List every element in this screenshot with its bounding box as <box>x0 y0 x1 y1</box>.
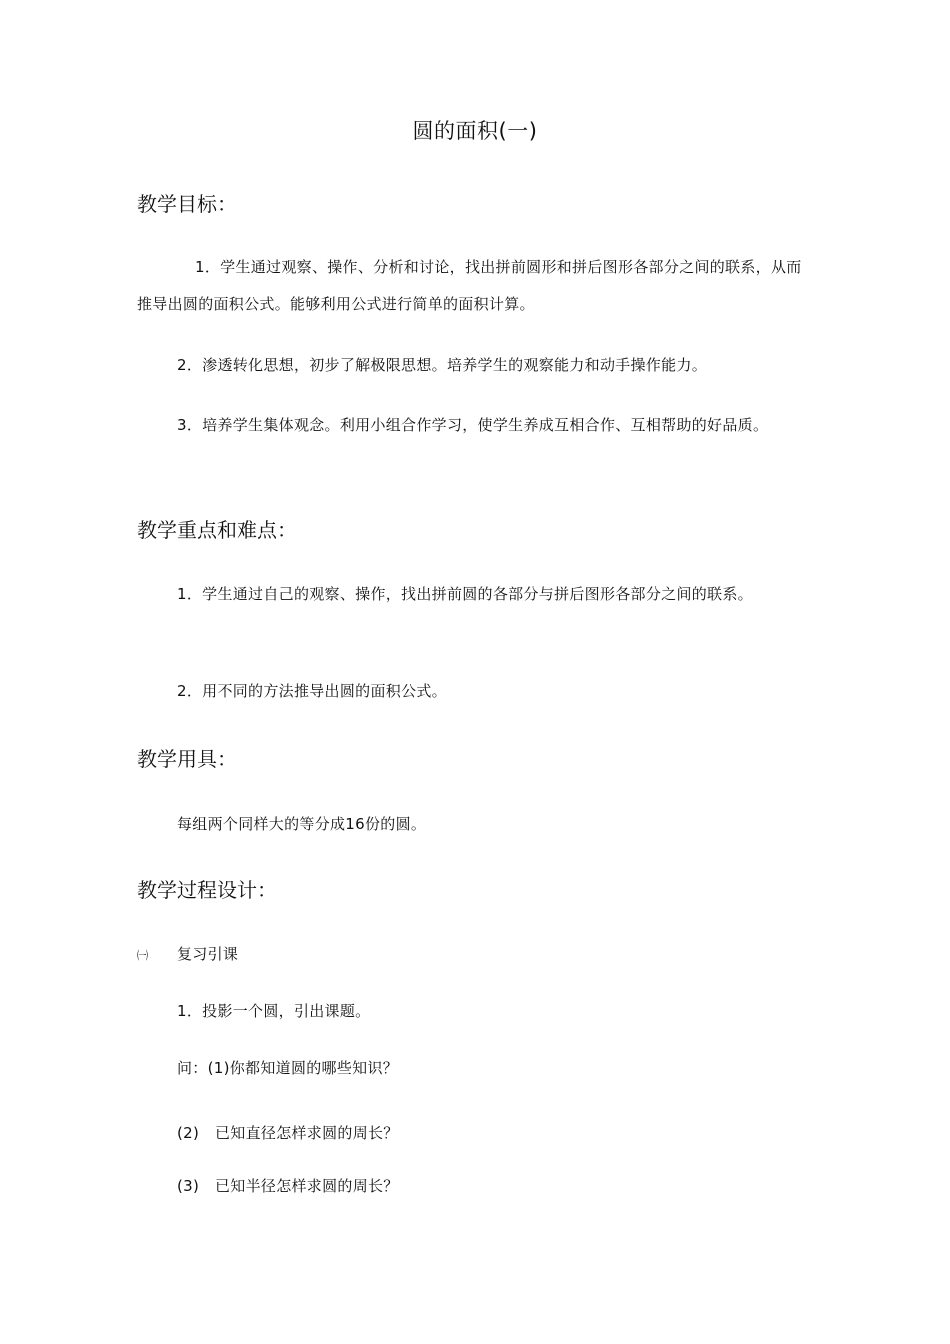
objectives-heading: 教学目标： <box>137 192 237 216</box>
objective-item-1: 1．学生通过观察、操作、分析和讨论，找出拼前圆形和拼后图形各部分之间的联系，从而推导出圆的面积公式。能够利用公式进行简单的面积计算。 <box>137 258 802 313</box>
question-3-text: 已知半径怎样求圆的周长？ <box>215 1177 399 1195</box>
page-title: 圆的面积(一) <box>412 119 538 143</box>
key-points-heading: 教学重点和难点： <box>137 518 297 542</box>
part-title: 复习引课 <box>177 945 239 963</box>
objective-item-2: 2．渗透转化思想，初步了解极限思想。培养学生的观察能力和动手操作能力。 <box>177 356 708 374</box>
process-heading: 教学过程设计： <box>137 878 277 902</box>
tools-heading: 教学用具： <box>137 747 237 771</box>
question-intro: 问：(1)你都知道圆的哪些知识？ <box>177 1059 399 1077</box>
key-point-item-2: 2．用不同的方法推导出圆的面积公式。 <box>177 682 447 700</box>
part-marker: ㈠ <box>137 949 148 962</box>
objective-item-3: 3．培养学生集体观念。利用小组合作学习，使学生养成互相合作、互相帮助的好品质。 <box>177 416 769 434</box>
question-2-number: (2) <box>177 1124 200 1142</box>
question-2-text: 已知直径怎样求圆的周长？ <box>215 1124 399 1142</box>
process-step-1: 1．投影一个圆，引出课题。 <box>177 1002 371 1020</box>
key-point-item-1: 1．学生通过自己的观察、操作，找出拼前圆的各部分与拼后图形各部分之间的联系。 <box>177 585 753 603</box>
question-3-number: (3) <box>177 1177 200 1195</box>
tools-text: 每组两个同样大的等分成16份的圆。 <box>177 815 427 833</box>
